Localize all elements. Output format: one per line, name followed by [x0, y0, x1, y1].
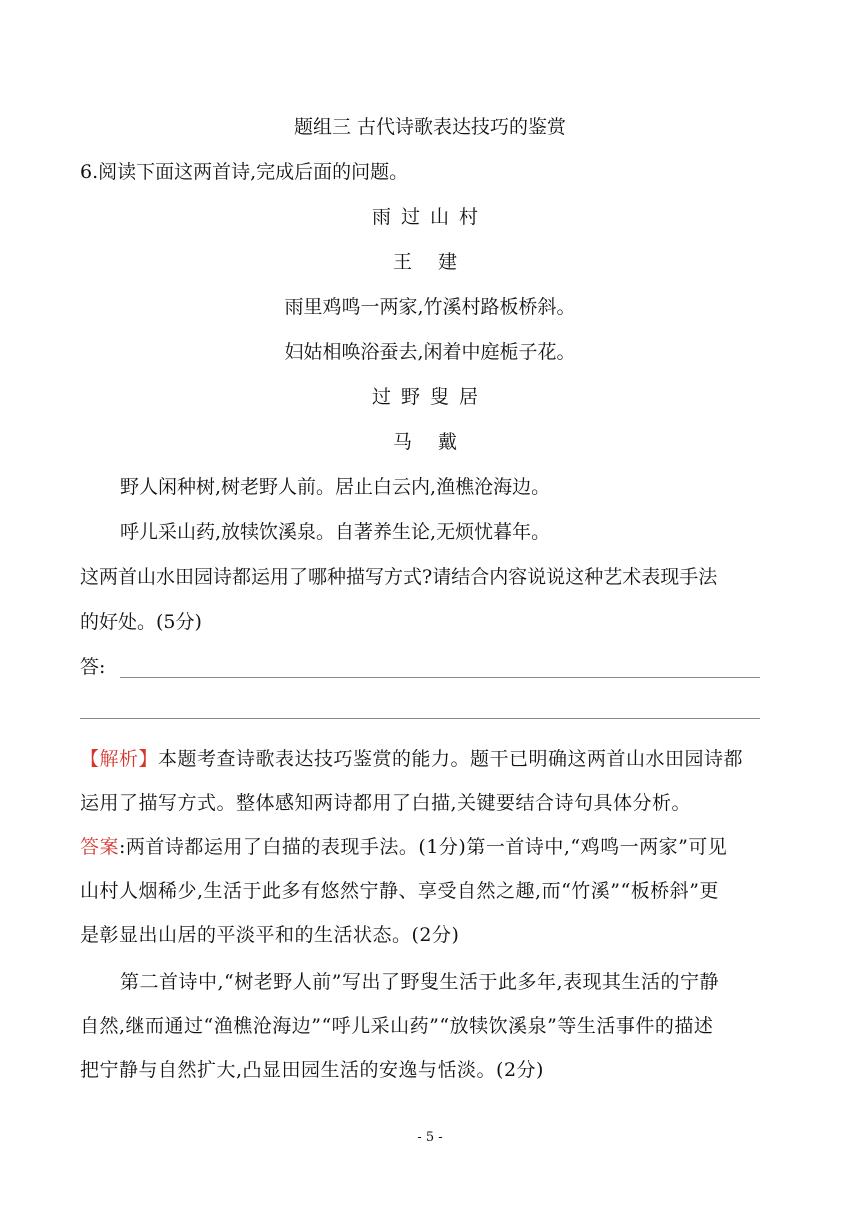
poem2-line-2: 呼儿采山药,放犊饮溪泉。自著养生论,无烦忧暮年。 — [120, 521, 551, 543]
answer-blank-line-2[interactable] — [80, 718, 760, 719]
poem1-title: 雨过山村 — [371, 206, 488, 228]
answer-line-2: 山村人烟稀少,生活于此多有悠然宁静、享受自然之趣,而“竹溪”“板桥斜”更 — [80, 880, 719, 902]
answer-line-4: 第二首诗中,“树老野人前”写出了野叟生活于此多年,表现其生活的宁静 — [120, 971, 720, 993]
poem1-author: 王 建 — [392, 251, 468, 273]
poem1-line-1: 雨里鸡鸣一两家,竹溪村路板桥斜。 — [284, 296, 576, 318]
answer-blank-line-1[interactable] — [120, 677, 760, 678]
analysis-label: 【解析】 — [80, 748, 159, 770]
question-ask-line-2: 的好处。(5分) — [80, 611, 202, 633]
poem2-line-1: 野人闲种树,树老野人前。居止白云内,渔樵沧海边。 — [120, 476, 551, 498]
analysis-line-1: 【解析】本题考查诗歌表达技巧鉴赏的能力。题干已明确这两首山水田园诗都 — [80, 748, 744, 770]
answer-line-1: 答案:两首诗都运用了白描的表现手法。(1分)第一首诗中,“鸡鸣一两家”可见 — [80, 836, 728, 858]
poem1-line-2: 妇姑相唤浴蚕去,闲着中庭栀子花。 — [284, 341, 576, 363]
page-number: - 5 - — [417, 1130, 443, 1145]
section-title: 题组三 古代诗歌表达技巧的鉴赏 — [293, 116, 567, 138]
poem2-author: 马 戴 — [392, 431, 468, 453]
question-prompt: 6.阅读下面这两首诗,完成后面的问题。 — [80, 161, 409, 183]
question-ask-line-1: 这两首山水田园诗都运用了哪种描写方式?请结合内容说说这种艺术表现手法 — [80, 566, 718, 588]
answer-line-5: 自然,继而通过“渔樵沧海边”“呼儿采山药”“放犊饮溪泉”等生活事件的描述 — [80, 1015, 714, 1037]
answer-label: 答: — [80, 656, 106, 678]
answer-line-3: 是彰显出山居的平淡平和的生活状态。(2分) — [80, 924, 460, 946]
analysis-line-2: 运用了描写方式。整体感知两诗都用了白描,关键要结合诗句具体分析。 — [80, 792, 692, 814]
poem2-title: 过野叟居 — [371, 386, 488, 408]
answer-key-label: 答案 — [80, 836, 120, 858]
answer-line-6: 把宁静与自然扩大,凸显田园生活的安逸与恬淡。(2分) — [80, 1059, 544, 1081]
